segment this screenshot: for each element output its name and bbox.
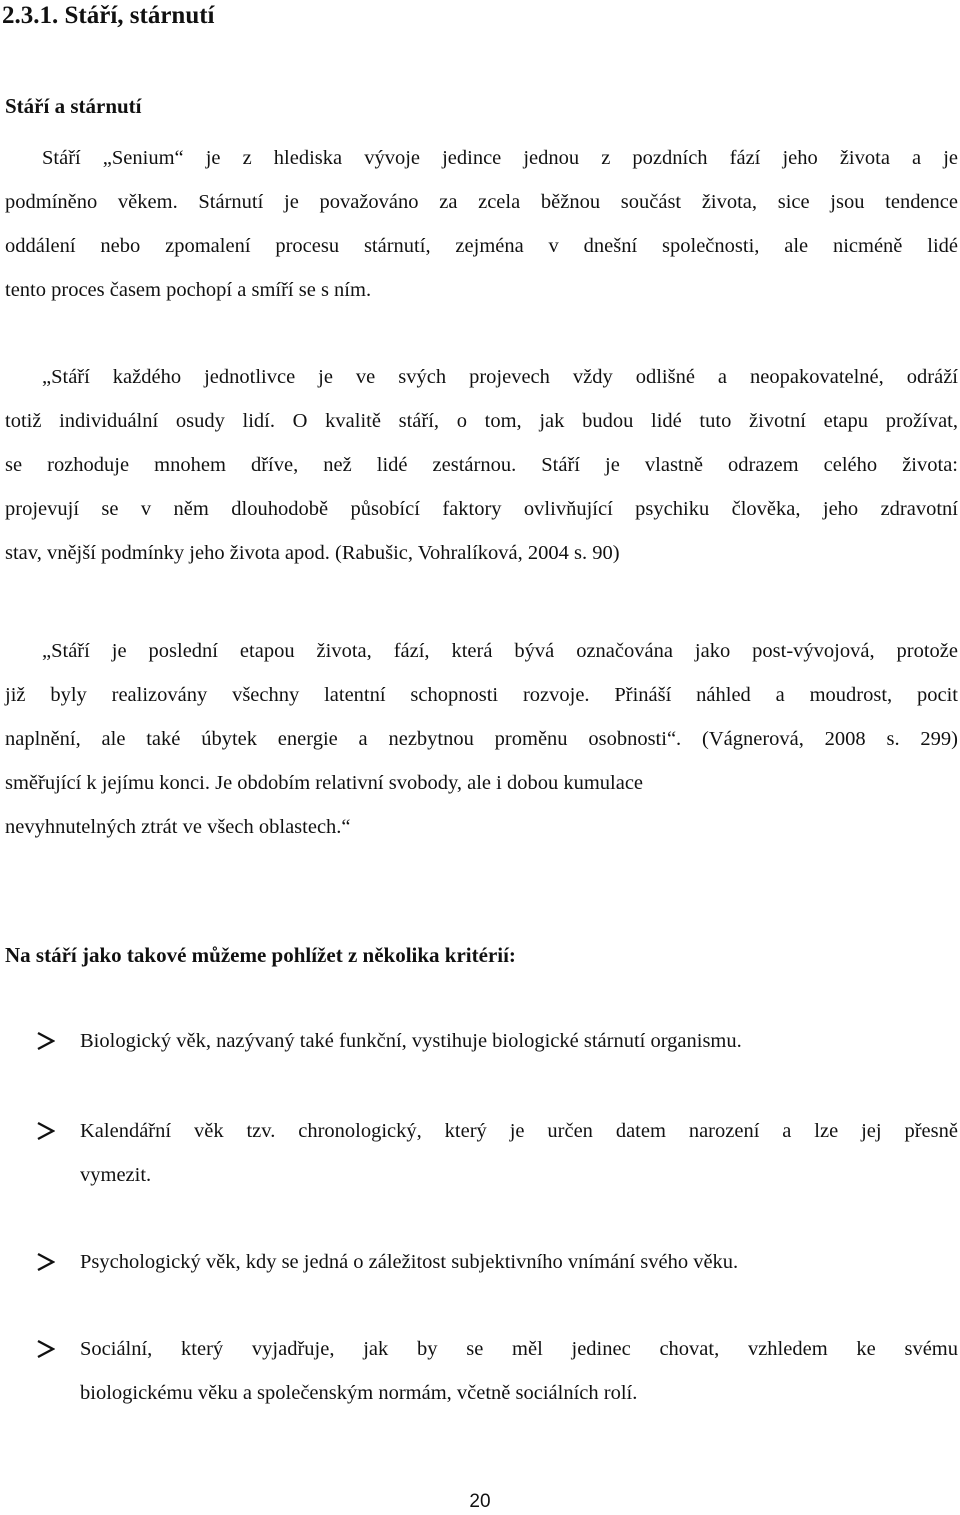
arrowhead-bullet-icon bbox=[35, 1121, 55, 1141]
paragraph-line: podmíněno věkem. Stárnutí je považováno za zcela běžnou součást života, sice jsou tendence bbox=[5, 191, 958, 213]
paragraph-line: oddálení nebo zpomalení procesu stárnutí, zejména v dnešní společnosti, ale nicméně lidé bbox=[5, 235, 958, 257]
criteria-text: Psychologický věk, kdy se jedná o záležitost subjektivního vnímání svého věku. bbox=[80, 1251, 739, 1273]
criteria-text: Kalendářní věk tzv. chronologický, který je určen datem narození a lze jej přesně bbox=[80, 1120, 958, 1142]
quote-line: stav, vnější podmínky jeho života apod. (Rabušic, Vohralíková, 2004 s. 90) bbox=[5, 542, 620, 564]
criteria-text: vymezit. bbox=[80, 1164, 152, 1186]
criteria-heading: Na stáří jako takové můžeme pohlížet z několika kritérií: bbox=[5, 943, 516, 967]
quote-line: naplnění, ale také úbytek energie a nezbytnou proměnu osobnosti“. (Vágnerová, 2008 s. 299) bbox=[5, 728, 958, 750]
section-heading: 2.3.1. Stáří, stárnutí bbox=[2, 2, 215, 29]
quote-line: totiž individuální osudy lidí. O kvalitě stáří, o tom, jak budou lidé tuto životní etapu prožívat, bbox=[5, 410, 958, 432]
criteria-text: Sociální, který vyjadřuje, jak by se měl jedinec chovat, vzhledem ke svému bbox=[80, 1338, 958, 1360]
quote-line: již byly realizovány všechny latentní schopnosti rozvoje. Přináší náhled a moudrost, pocit bbox=[5, 684, 958, 706]
arrowhead-bullet-icon bbox=[35, 1339, 55, 1359]
quote-line: nevyhnutelných ztrát ve všech oblastech.“ bbox=[5, 816, 351, 838]
paragraph-line: tento proces časem pochopí a smíří se s ním. bbox=[5, 279, 372, 301]
arrowhead-bullet-icon bbox=[35, 1252, 55, 1272]
quote-line: „Stáří každého jednotlivce je ve svých projevech vždy odlišné a neopakovatelné, odráží bbox=[42, 366, 958, 388]
quote-line: směřující k jejímu konci. Je obdobím relativní svobody, ale i dobou kumulace bbox=[5, 772, 644, 794]
page-number: 20 bbox=[469, 1491, 491, 1512]
paragraph-line: Stáří „Senium“ je z hlediska vývoje jedince jednou z pozdních fází jeho života a je bbox=[42, 147, 958, 169]
criteria-text: biologickému věku a společenským normám, včetně sociálních rolí. bbox=[80, 1382, 638, 1404]
criteria-text: Biologický věk, nazývaný také funkční, vystihuje biologické stárnutí organismu. bbox=[80, 1030, 742, 1052]
arrowhead-bullet-icon bbox=[35, 1031, 55, 1051]
quote-line: „Stáří je poslední etapou života, fází, která bývá označována jako post-vývojová, protože bbox=[42, 640, 958, 662]
quote-line: se rozhoduje mnohem dříve, než lidé zestárnou. Stáří je vlastně odrazem celého života: bbox=[5, 454, 958, 476]
quote-line: projevují se v něm dlouhodobě působící faktory ovlivňující psychiku člověka, jeho zdravotní bbox=[5, 498, 958, 520]
subheading: Stáří a stárnutí bbox=[5, 94, 142, 118]
